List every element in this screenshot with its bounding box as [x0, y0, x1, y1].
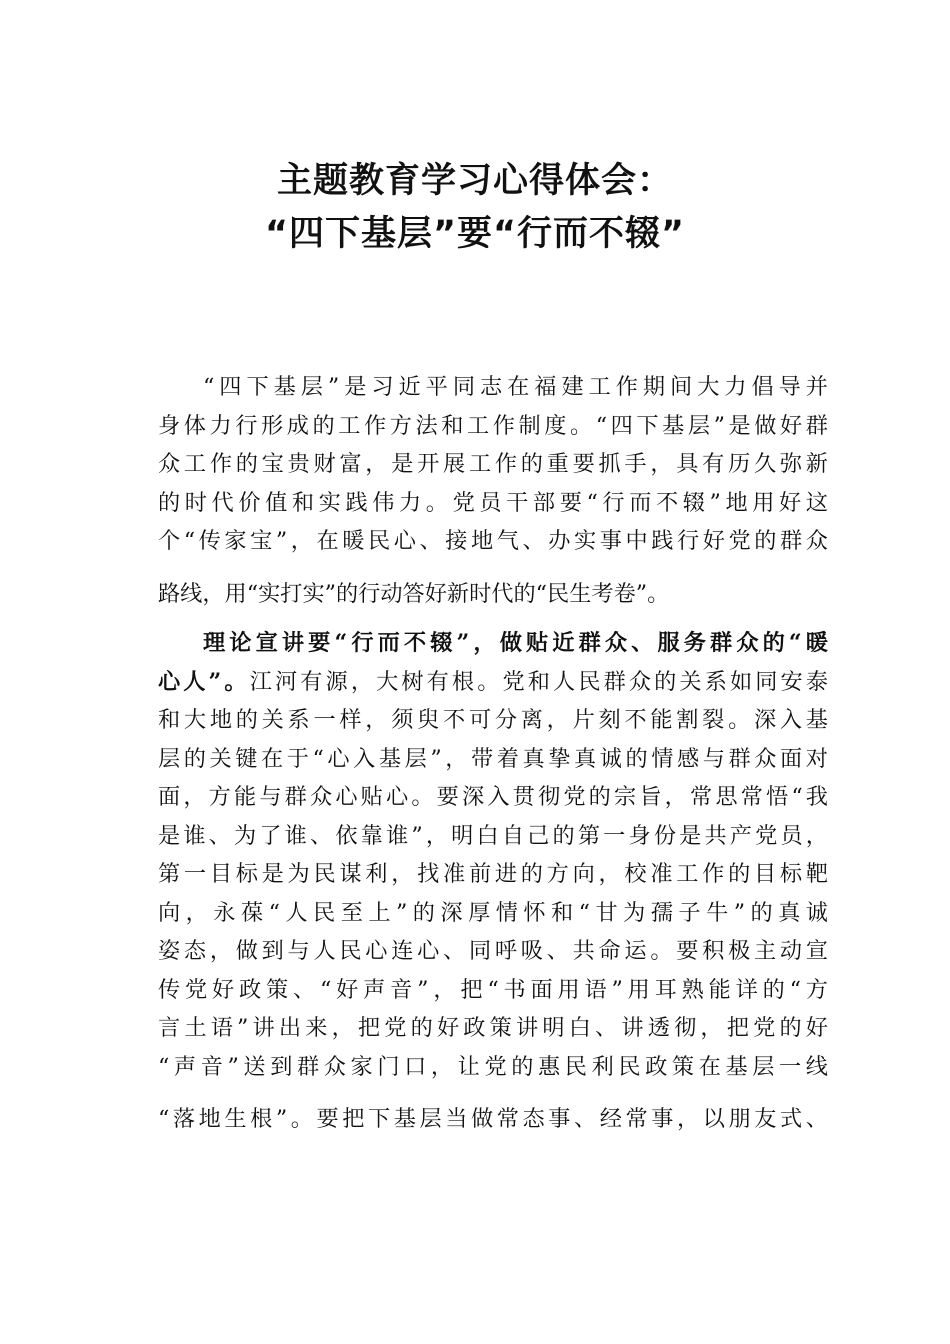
- paragraph-2-line: 第一目标是为民谋利，找准前进的方向，校准工作的目标靶: [158, 861, 828, 887]
- paragraph-2-heading-end: 心人”。: [158, 668, 250, 695]
- paragraph-2-line: 姿态，做到与人民心连心、同呼吸、共命运。要积极主动宣: [158, 938, 828, 964]
- paragraph-1-line: 路线，用“实打实”的行动答好新时代的“民生考卷”。: [158, 580, 670, 607]
- document-title-line1: 主题教育学习心得体会：: [276, 161, 673, 201]
- paragraph-2: [158, 624, 828, 1139]
- paragraph-1-line: 个“传家宝”，在暖民心、接地气、办实事中践行好党的群众: [158, 528, 828, 554]
- paragraph-2-line: “声音”送到群众家门口，让党的惠民利民政策在基层一线: [158, 1053, 828, 1080]
- paragraph-2-line-rest: 江河有源，大树有根。党和人民群众的关系如同安泰: [249, 668, 829, 695]
- paragraph-1-line: “四下基层”是习近平同志在福建工作期间大力倡导并: [203, 374, 828, 400]
- paragraph-2-line: 言土语”讲出来，把党的好政策讲明白、讲透彻，把党的好: [158, 1015, 828, 1041]
- paragraph-1-line: 众工作的宝贵财富，是开展工作的重要抓手，具有历久弥新: [158, 451, 828, 477]
- paragraph-1-line: 的时代价值和实践伟力。党员干部要“行而不辍”地用好这: [158, 489, 828, 516]
- paragraph-1-line: 身体力行形成的工作方法和工作制度。“四下基层”是做好群: [158, 412, 828, 439]
- paragraph-2-line: 和大地的关系一样，须臾不可分离，片刻不能割裂。深入基: [158, 707, 828, 733]
- paragraph-2-line: 是谁、为了谁、依靠谁”，明白自己的第一身份是共产党员，: [158, 822, 828, 849]
- paragraph-2-line: 面，方能与群众心贴心。要深入贯彻党的宗旨，常思常悟“我: [158, 784, 828, 810]
- paragraph-2-line: 传党好政策、“好声音”，把“书面用语”用耳熟能详的“方: [158, 976, 828, 1003]
- document-title-line2: “四下基层”要“行而不辍”: [264, 214, 685, 254]
- paragraph-1: [158, 368, 828, 613]
- paragraph-2-line: “落地生根”。要把下基层当做常态事、经常事，以朋友式、: [158, 1106, 828, 1132]
- paragraph-2-line: 向，永葆“人民至上”的深厚情怀和“甘为孺子牛”的真诚: [158, 899, 828, 926]
- paragraph-2-heading: 理论宣讲要“行而不辍”，做贴近群众、服务群众的“暖: [203, 630, 828, 656]
- paragraph-2-line: [158, 663, 828, 702]
- paragraph-2-line: 层的关键在于“心入基层”，带着真挚真诚的情感与群众面对: [158, 745, 828, 772]
